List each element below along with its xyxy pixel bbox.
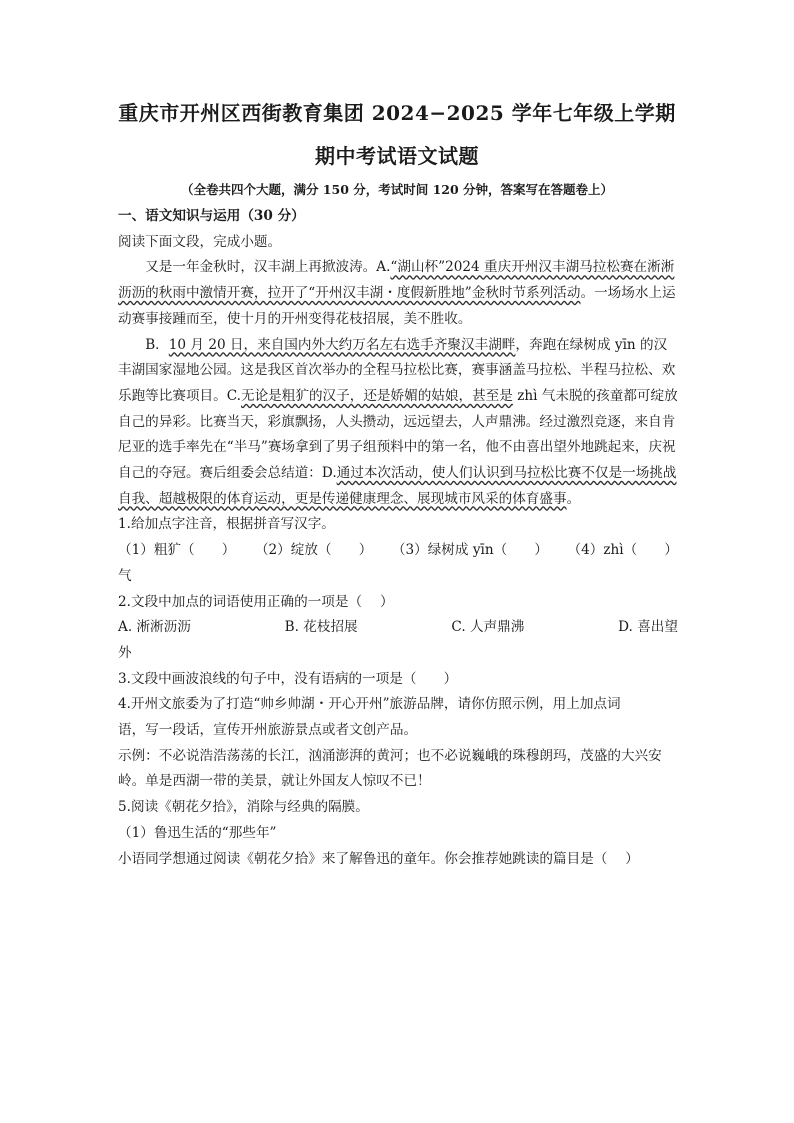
question-1: 1.给加点字注音，根据拼音写汉字。 [118,516,335,533]
reading-intro: 阅读下面文段，完成小题。 [118,233,282,250]
question-4-line2: 语，写一段话，宣传开州旅游景点或者文创产品。 [118,722,418,739]
question-1-items [118,538,678,564]
passage-paragraph-1: 又是一年金秋时，汉丰湖上再掀波涛。A.“湖山杯”2024 重庆开州汉丰湖马拉松赛在淅淅沥沥的秋雨中激情开赛，拉开了“开州汉丰湖・度假新胜地”金秋时节系列活动。一场场水上运动赛事接踵而至，使十月的开州变得花枝招展，美不胜收。 [118,259,676,327]
exam-note: （全卷共四个大题，满分 150 分，考试时间 120 分钟，答案写在答题卷上） [180,182,614,197]
exam-title-line1: 重庆市开州区西街教育集团 2024−2025 学年七年级上学期 [118,101,676,125]
q2-option: A. 淅淅沥沥 [118,619,191,636]
question-3: 3.文段中画波浪线的句子中，没有语病的一项是（ ） [118,670,458,687]
wavy-sentence-d: 通过本次活动，使人们认识到马拉松比赛不仅是一场挑战自我、超越极限的体育运动，更是传递健康理念、展现城市风采的体育盛事 [118,465,677,507]
exam-title-line2: 期中考试语文试题 [315,144,479,168]
question-1-tail: 气 [118,567,132,584]
question-2-tail: 外 [118,644,132,661]
question-2-options [118,615,678,641]
question-2: 2.文段中加点的词语使用正确的一项是（ ） [118,593,394,610]
q1-item: （3）绿树成 yīn（ ） [391,542,548,559]
q2-option: C. 人声鼎沸 [451,619,525,636]
question-5-sub: （1）鲁迅生活的“那些年” [118,824,277,841]
question-5-text: 小语同学想通过阅读《朝花夕拾》来了解鲁迅的童年。你会推荐她跳读的篇目是（ ） [118,850,639,867]
wavy-sentence-c: 无论是粗犷的汉子，还是娇媚的姑娘，甚至是 [241,387,513,404]
passage-paragraph-2: B．10 月 20 日，来自国内外大约万名左右选手齐聚汉丰湖畔，奔跑在绿树成 yīn 的汉丰湖国家湿地公园。这是我区首次举办的全程马拉松比赛，赛事涵盖马拉松、半程马拉松、欢乐跑等比赛项目。C.无论是粗犷的汉子，还是娇媚的姑娘，甚至是 zhì 气未脱的孩童都可绽放自己的异彩。比赛当天，彩旗飘扬，人头攒动，远远望去，人声鼎沸。经过激烈竞逐，来自肯尼亚的选手率先在“半马”赛场拿到了男子组预料中的第一名，他不由喜出望外地跳起来，庆祝自己的夺冠。赛后组委会总结道：D.通过本次活动，使人们认识到马拉松比赛不仅是一场挑战自我、超越极限的体育运动，更是传递健康理念、展现城市风采的体育盛事。 [118,336,678,507]
section-heading: 一、语文知识与运用（30 分） [118,208,305,224]
question-4-line1: 4.开州文旅委为了打造“帅乡帅湖・开心开州”旅游品牌，请你仿照示例，用上加点词 [118,696,621,713]
q1-item: （4）zhì（ ） [567,542,678,559]
q1-item: （2）绽放（ ） [254,542,373,559]
q2-option: B. 花枝招展 [284,619,358,636]
question-5: 5.阅读《朝花夕拾》，消除与经典的隔膜。 [118,799,369,816]
wavy-sentence-b: 10 月 20 日，来自国内外大约万名左右选手齐聚汉丰湖畔 [168,336,516,353]
q1-item: （1）粗犷（ ） [118,542,236,559]
wavy-sentence-a: “湖山杯”2024 重庆开州汉丰湖马拉松赛在淅淅沥沥的秋雨中激情开赛，拉开了“开州汉丰湖・度假新胜地”金秋时节系列活动 [118,259,675,302]
example-text: 示例：不必说浩浩荡荡的长江，汹涌澎湃的黄河；也不必说巍峨的珠穆朗玛，茂盛的大兴安岭。单是西湖一带的美景，就让外国友人惊叹不已！ [118,747,662,790]
q2-option: D. 喜出望 [618,619,678,636]
exam-body [118,204,678,872]
